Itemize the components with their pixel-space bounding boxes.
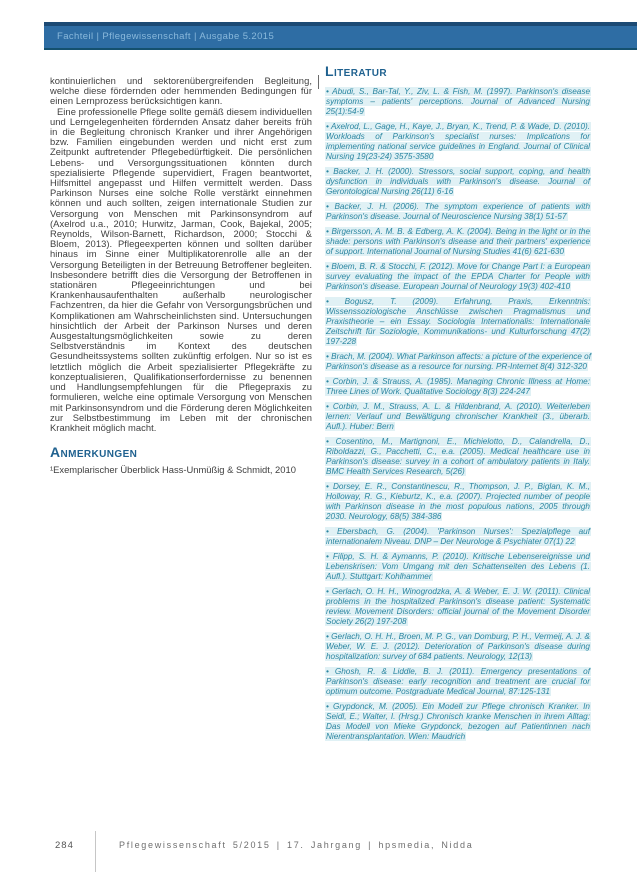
reference-item: • Corbin, J. M., Strauss, A. L. & Hildenbrand, A. (2010). Weiterleben lernen: Verlauf und Bewältigung chronischer Krankheit (3., überarb. Aufl.). Huber: Bern xyxy=(326,402,590,431)
reference-list xyxy=(325,87,591,742)
reference-item: • Birgersson, A. M. B. & Edberg, A. K. (2004). Being in the light or in the shade: persons with Parkinson's disease and their partners' experience of support. International Journal of Nursing Studies 41(6) 621-630 xyxy=(326,227,590,256)
reference-item: • Ebersbach, G. (2004). 'Parkinson Nurses': Spezialpflege auf internationalem Niveau. DNP – Der Neurologe & Psychiater 07(1) 22 xyxy=(326,527,590,546)
reference-item: • Corbin, J. & Strauss, A. (1985). Managing Chronic Illness at Home: Three Lines of Work. Qualitative Sociology 8(3) 224-247 xyxy=(326,377,590,396)
footer-divider xyxy=(95,831,96,872)
header-title: Fachteil | Pflegewissenschaft | Ausgabe 5.2015 xyxy=(57,31,275,42)
notes-heading: Anmerkungen xyxy=(50,444,138,461)
header-bar xyxy=(44,22,637,50)
reference-item: • Dorsey, E. R., Constantinescu, R., Thompson, J. P., Biglan, K. M., Holloway, R. G., Kieburtz, K., e.a. (2007). Projected number of people with Parkinson disease in the most populous nations, 2005 through 2030. Neurology, 68(5) 384-386 xyxy=(326,482,590,521)
reference-item: • Filipp, S. H. & Aymanns, P. (2010). Kritische Lebensereignisse und Lebenskrisen: Vom Umgang mit den Schattenseiten des Lebens (1. Aufl.). Stuttgart: Kohlhammer xyxy=(326,552,590,581)
reference-item: • Abudi, S., Bar-Tal, Y., Ziv, L. & Fish, M. (1997). Parkinson's disease symptoms – patients' perceptions. Journal of Advanced Nursing 25(1):54-9 xyxy=(326,87,590,116)
body-paragraph: kontinuierlichen und sektorenübergreifenden Begleitung, welche diese fördernden oder hemmenden Bedingungen für einen Lernprozess berücksichtigen kann. xyxy=(50,75,312,107)
reference-item: • Bloem, B. R. & Stocchi, F. (2012). Move for Change Part I: a European survey evaluating the impact of the EPDA Charter for People with Parkinson's disease. European Journal of Neurology 19(3) 402-410 xyxy=(326,262,590,291)
column-divider xyxy=(318,75,319,89)
reference-item: • Grypdonck, M. (2005). Ein Modell zur Pflege chronisch Kranker. In Seidl, E.; Walter, I. (Hrsg.) Chronisch kranke Menschen in ihrem Alltag: Das Modell von Mieke Grypdonck, bezogen auf Patientinnen nach Nierentransplantation. Wien: Maudrich xyxy=(326,702,590,741)
reference-item: • Gerlach, O. H. H., Winogrodzka, A. & Weber, E. J. W. (2011). Clinical problems in the hospitalized Parkinson's disease patient: Systematic review. Movement Disorders: official journal of the Movement Disorder Society 26(2) 197-208 xyxy=(326,587,590,626)
reference-item: • Brach, M. (2004). What Parkinson affects: a picture of the experience of Parkinson's disease as a resource for nursing. PR-Internet 8(4) 312-320 xyxy=(326,352,591,371)
literature-heading: Literatur xyxy=(325,63,387,79)
page-number: 284 xyxy=(55,840,74,851)
reference-item: • Backer, J. H. (2006). The symptom experience of patients with Parkinson's disease. Journal of Neuroscience Nursing 38(1) 51-57 xyxy=(326,202,590,221)
reference-item: • Ghosh, R. & Liddle, B. J. (2011). Emergency presentations of Parkinson's disease: early recognition and treatment are crucial for optimum outcome. Postgraduate Medical Journal, 87:125-131 xyxy=(326,667,590,696)
reference-item: • Bogusz, T. (2009). Erfahrung, Praxis, Erkenntnis: Wissenssoziologische Anschlüsse zwischen Pragmatismus und Praxistheorie – ein Essay. Sociologia Internationalis: Internationale Zeitschrift für Soziologie, Kommunikations- und Kulturforschung 47(2) 197-228 xyxy=(326,297,590,346)
left-column xyxy=(50,76,312,475)
reference-item: • Axelrod, L., Gage, H., Kaye, J., Bryan, K., Trend, P. & Wade, D. (2010). Workloads of Parkinson's specialist nurses: Implications for implementing national service guidelines in England. Journal of Clinical Nursing 19(23-24) 3575-3580 xyxy=(326,122,590,161)
body-paragraph: Eine professionelle Pflege sollte gemäß diesem individuellen und Lerngelegenheiten fördernden Ansatz daher bereits früh in die Begleitung chronisch Kranker und ihrer Angehörigen bzw. Familien eingebunden werden und nicht erst zum Zeitpunkt auftretender Pflegebedürftigkeit. Die persönlichen Lebens- und Versorgungssituationen könnten durch spezialisierte Pflegende supervidiert, Fragen beantwortet, Hilfsmittel angepasst und Hilfen vermittelt werden. Dass Parkinson Nurses eine solche Rolle verstärkt einnehmen können und auch sollten, zeigen internationale Studien zur Versorgung von Menschen mit Parkinsonsyndrom auf (Axelrod u.a., 2010; Hurwitz, Jarman, Cook, Bajekal, 2005; Reynolds, Wilson-Barnett, Richardson, 2000; Stocchi & Bloem, 2013). Pflegeexperten können und sollten darüber hinaus im Sinne einer Multiplikatorenrolle alle an der Versorgung Beteiligten in der Betreuung Betroffener begleiten. Insbesondere betrifft dies die Versorgung der Betroffenen in stationären Pflegeeinrichtungen und bei Krankenhausaufenthalten außerhalb neurologischer Fachzentren, da hier die Gefahr von Versorgungsbrüchen und Komplikationen am Wahrscheinlichsten sind. Untersuchungen hinsichtlich der Arbeit der Parkinson Nurses und deren Ausgestaltungsmöglichkeiten sowie zu deren Selbstverständnis im Kontext des deutschen Gesundheitssystems sollten zukünftig erfolgen. Nur so ist es letztlich möglich die Arbeit spezialisierter Pflegekräfte zu konzeptualisieren, Qualifikationserfordernisse zu benennen und Handlungsempfehlungen für die Pflegepraxis zu formulieren, welche eine optimale Versorgung von Menschen mit Parkinsonsyndrom und die Förderung deren Möglichkeiten zur Selbstbestimmung im Leben mit der chronischen Krankheit möglich macht. xyxy=(50,105,312,433)
footnote-text: ¹Exemplarischer Überblick Hass-Unmüßig & Schmidt, 2010 xyxy=(50,464,296,476)
footer-journal-line: Pflegewissenschaft 5/2015 | 17. Jahrgang | hpsmedia, Nidda xyxy=(119,840,474,850)
reference-item: • Gerlach, O. H. H., Broen, M. P. G., van Domburg, P. H., Vermeij, A. J. & Weber, W. E. J. (2012). Deterioration of Parkinson's disease during hospitalization: survey of 684 patients. Neurology, 12(13) xyxy=(326,632,590,661)
reference-item: • Backer, J. H. (2000). Stressors, social support, coping, and health dysfunction in individuals with Parkinson's disease. Journal of Gerontological Nursing 26(11) 6-16 xyxy=(326,167,590,196)
right-column xyxy=(325,63,591,747)
reference-item: • Cosentino, M., Martignoni, E., Michielotto, D., Calandrella, D., Riboldazzi, G., Pacchetti, C., e.a. (2005). Medical healthcare use in Parkinson's disease: survey in a cohort of ambulatory patients in Italy. BMC Health Services Research, 5(26) xyxy=(326,437,590,476)
